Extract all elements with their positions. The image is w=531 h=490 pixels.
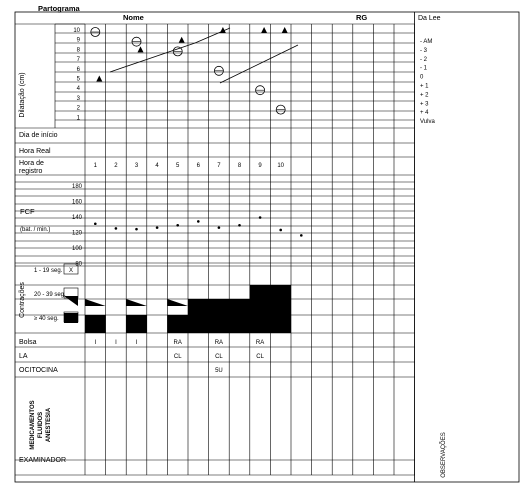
contraction-partial [85, 299, 106, 306]
fcf-tick-label: 80 [75, 261, 82, 268]
sheet-border [15, 12, 519, 482]
date-label: Da Lee [418, 15, 441, 22]
fcf-point [176, 224, 179, 227]
svg-text:FLUIDOS: FLUIDOS [38, 411, 44, 439]
fcf-points [94, 216, 303, 236]
hour-number: 5 [176, 163, 180, 169]
fcf-tick-label: 160 [71, 199, 82, 206]
fcf-point [115, 227, 118, 230]
station-tick-label: + 2 [420, 92, 429, 99]
dilatation-tick-label: 6 [76, 66, 80, 73]
fcf-tick-label: 100 [71, 246, 82, 252]
contraction-legend-label: 1 - 19 seg. [34, 268, 63, 274]
meds-label [30, 400, 52, 449]
dilatation-triangle [282, 27, 288, 33]
dilatation-tick-label: 4 [76, 86, 80, 93]
contraction-run [188, 299, 250, 333]
dilatation-tick-label: 2 [76, 105, 80, 112]
station-tick-label: Vulva [420, 119, 435, 126]
dilatation-tick-label: 1 [76, 115, 80, 122]
contractions-axis-label: Contrações [19, 282, 26, 318]
dilatation-tick-label: 5 [76, 76, 80, 83]
contraction-legend-symbol: X [68, 268, 74, 274]
name-label: Nome [123, 13, 144, 22]
bolsa-value: I [135, 340, 138, 346]
fcf-point [279, 229, 282, 232]
contraction-partial [126, 299, 147, 306]
svg-text:ANESTESIA: ANESTESIA [46, 407, 52, 443]
record-hour-label: Hora de registro [19, 160, 44, 175]
fcf-label: FCF [20, 207, 35, 216]
fcf-tick-label: 120 [71, 230, 82, 237]
dilatation-tick-label: 8 [76, 47, 80, 54]
dilatation-triangle [138, 46, 144, 52]
contraction-solid [167, 315, 188, 333]
fcf-tick-label: 140 [71, 215, 82, 221]
hour-number: 2 [114, 163, 118, 169]
hour-numbers [94, 163, 285, 169]
fcf-point [218, 226, 221, 229]
fcf-point [259, 216, 262, 219]
dilatation-triangle [179, 37, 185, 43]
contractions-legend [34, 264, 78, 323]
hour-number: 6 [196, 163, 200, 169]
fcf-point [94, 222, 97, 225]
fcf-point [156, 226, 159, 229]
hour-number: 10 [277, 163, 285, 169]
alert-line-ext [195, 28, 230, 43]
hour-number: 3 [134, 163, 139, 169]
fcf-unit: (bat. / min.) [20, 227, 51, 233]
bolsa-label: Bolsa [19, 339, 37, 346]
contraction-legend-label: 20 - 39 seg. [34, 292, 66, 298]
alert-line [110, 43, 195, 72]
ocitocina-value: 5U [215, 368, 223, 374]
la-value: CL [215, 354, 223, 360]
station-tick-label: + 3 [420, 101, 429, 108]
dilatation-triangle [96, 76, 102, 82]
fcf-tick-label: 180 [71, 184, 82, 190]
station-tick-label: - 2 [420, 56, 428, 63]
station-tick-label: - 3 [420, 47, 428, 54]
station-tick-label: + 1 [420, 83, 429, 90]
contraction-legend-label: ≥ 40 seg. [34, 316, 59, 322]
fcf-point [197, 220, 200, 223]
legend-hatch-20-39 [64, 296, 78, 306]
dilatation-tick-label: 3 [76, 95, 80, 102]
hour-number: 9 [258, 163, 262, 169]
dilatation-triangle [261, 27, 267, 33]
contraction-solid [126, 315, 147, 333]
page-title: Partograma [38, 4, 80, 13]
la-value: CL [256, 354, 264, 360]
station-tick-label: - 1 [420, 65, 428, 72]
bolsa-value: RA [214, 340, 224, 346]
bolsa-value: I [115, 340, 117, 346]
la-label: LA [19, 353, 28, 360]
dilatation-tick-label: 9 [76, 37, 80, 44]
station-tick-label: 0 [420, 74, 424, 81]
dilatation-axis-label: Dilatação (cm) [19, 72, 26, 118]
contraction-solid [85, 315, 106, 333]
hour-number: 7 [217, 163, 221, 169]
bolsa-value: I [94, 340, 97, 346]
contraction-partial [167, 299, 188, 306]
fcf-point [300, 234, 303, 237]
observations-label: OBSERVAÇÕES [441, 432, 447, 478]
svg-text:MEDICAMENTOS: MEDICAMENTOS [30, 400, 36, 450]
rg-label: RG [356, 13, 368, 22]
dilatation-tick-label: 10 [73, 28, 80, 34]
dilatation-scale [73, 28, 80, 121]
dilatation-tick-label: 7 [76, 57, 80, 64]
station-scale [420, 39, 435, 125]
real-hour-label: Hora Real [19, 148, 51, 155]
hour-number: 8 [237, 163, 242, 169]
action-line [220, 45, 298, 83]
start-day-label: Dia de início [19, 132, 58, 139]
station-tick-label: - AM [420, 39, 433, 45]
fcf-point [135, 228, 138, 231]
station-tick-label: + 4 [420, 110, 429, 117]
hour-number: 1 [93, 163, 97, 169]
bolsa-value: RA [255, 340, 265, 346]
hour-number: 4 [155, 163, 159, 169]
row-values [94, 340, 264, 374]
la-value: CL [173, 354, 182, 360]
fcf-point [238, 224, 241, 227]
bolsa-value: RA [173, 340, 182, 346]
contraction-run [250, 285, 291, 333]
examiner-label: EXAMINADOR [19, 457, 67, 464]
legend-solid-40 [64, 313, 78, 323]
ocitocina-label: OCITOCINA [19, 367, 58, 374]
